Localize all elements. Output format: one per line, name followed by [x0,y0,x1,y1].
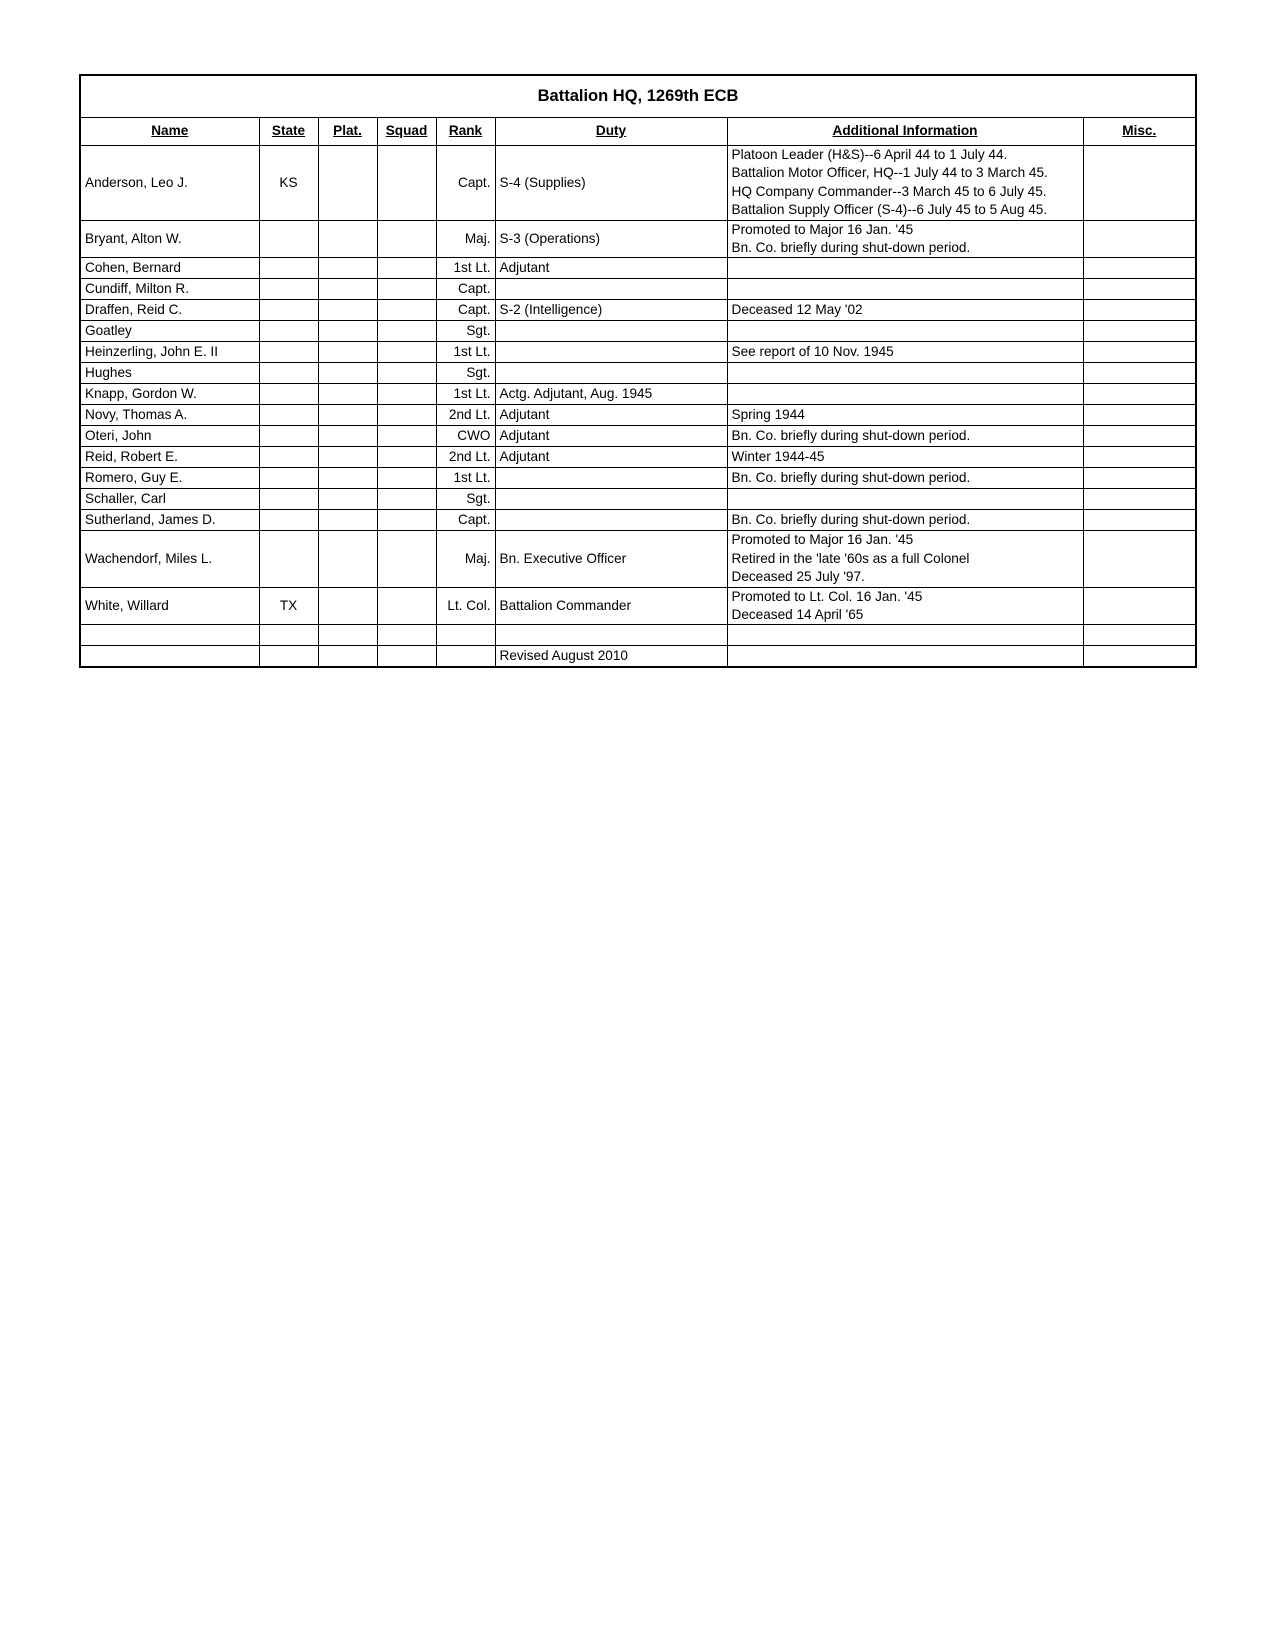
cell-rank: Sgt. [436,321,495,342]
cell-duty: Revised August 2010 [495,646,727,668]
cell-name: Goatley [80,321,259,342]
cell-misc [1083,279,1196,300]
col-header-duty: Duty [495,118,727,146]
cell-state [259,321,318,342]
info-line: Promoted to Major 16 Jan. '45 [731,532,914,548]
info-line: Bn. Co. briefly during shut-down period. [731,428,971,444]
col-header-additional-info: Additional Information [727,118,1083,146]
cell-state [259,468,318,489]
cell-additional-info [727,279,1083,300]
cell-plat [318,146,377,221]
cell-duty [495,510,727,531]
cell-squad [377,587,436,625]
cell-name: Sutherland, James D. [80,510,259,531]
cell-duty: Adjutant [495,426,727,447]
cell-state: KS [259,146,318,221]
cell-plat [318,646,377,668]
cell-plat [318,405,377,426]
table-row [80,405,1196,426]
info-line: Bn. Co. briefly during shut-down period. [731,470,971,486]
cell-plat [318,258,377,279]
info-line: Battalion Motor Officer, HQ--1 July 44 to 3 March 45. [731,165,1048,181]
table-row [80,426,1196,447]
cell-name: Bryant, Alton W. [80,220,259,258]
cell-duty: Battalion Commander [495,587,727,625]
cell-duty [495,342,727,363]
cell-additional-info [727,587,1083,625]
col-header-misc: Misc. [1083,118,1196,146]
cell-misc [1083,405,1196,426]
cell-squad [377,279,436,300]
cell-misc [1083,220,1196,258]
cell-additional-info [727,258,1083,279]
col-header-rank: Rank [436,118,495,146]
cell-rank: CWO [436,426,495,447]
cell-name: Hughes [80,363,259,384]
cell-misc [1083,342,1196,363]
cell-name: White, Willard [80,587,259,625]
cell-name: Cohen, Bernard [80,258,259,279]
cell-rank: 1st Lt. [436,342,495,363]
cell-duty: S-3 (Operations) [495,220,727,258]
cell-misc [1083,625,1196,646]
cell-state [259,489,318,510]
table-title: Battalion HQ, 1269th ECB [80,75,1196,118]
cell-rank [436,646,495,668]
cell-misc [1083,146,1196,221]
cell-duty: S-4 (Supplies) [495,146,727,221]
cell-misc [1083,646,1196,668]
cell-state [259,258,318,279]
cell-misc [1083,531,1196,587]
cell-state [259,363,318,384]
cell-state [259,384,318,405]
cell-plat [318,447,377,468]
info-line: Deceased 25 July '97. [731,569,865,585]
cell-duty: S-2 (Intelligence) [495,300,727,321]
cell-plat [318,489,377,510]
cell-duty: Bn. Executive Officer [495,531,727,587]
cell-additional-info [727,321,1083,342]
cell-squad [377,510,436,531]
cell-additional-info [727,646,1083,668]
info-line: Bn. Co. briefly during shut-down period. [731,240,971,256]
info-line: Promoted to Major 16 Jan. '45 [731,221,914,237]
cell-duty: Adjutant [495,258,727,279]
table-row [80,489,1196,510]
info-line: See report of 10 Nov. 1945 [731,344,894,360]
cell-misc [1083,258,1196,279]
cell-name [80,646,259,668]
cell-name: Schaller, Carl [80,489,259,510]
cell-state [259,625,318,646]
cell-name: Heinzerling, John E. II [80,342,259,363]
cell-additional-info [727,531,1083,587]
info-line: Promoted to Lt. Col. 16 Jan. '45 [731,588,923,604]
cell-state [259,300,318,321]
cell-squad [377,384,436,405]
info-line: Battalion Supply Officer (S-4)--6 July 45 to 5 Aug 45. [731,202,1048,218]
cell-additional-info [727,468,1083,489]
cell-duty: Actg. Adjutant, Aug. 1945 [495,384,727,405]
cell-squad [377,321,436,342]
cell-rank: Capt. [436,146,495,221]
cell-squad [377,300,436,321]
cell-squad [377,531,436,587]
cell-additional-info [727,510,1083,531]
cell-squad [377,447,436,468]
table-row [80,146,1196,221]
cell-plat [318,342,377,363]
cell-plat [318,510,377,531]
cell-additional-info [727,300,1083,321]
table-row [80,321,1196,342]
cell-state [259,510,318,531]
cell-additional-info [727,384,1083,405]
cell-duty: Adjutant [495,405,727,426]
cell-duty [495,468,727,489]
cell-state [259,279,318,300]
table-row [80,300,1196,321]
cell-misc [1083,587,1196,625]
table-row [80,279,1196,300]
cell-rank: Capt. [436,510,495,531]
cell-duty [495,321,727,342]
cell-rank: Capt. [436,279,495,300]
cell-rank: Maj. [436,220,495,258]
cell-misc [1083,489,1196,510]
cell-additional-info [727,405,1083,426]
cell-name: Anderson, Leo J. [80,146,259,221]
cell-additional-info [727,363,1083,384]
info-line: Bn. Co. briefly during shut-down period. [731,512,971,528]
info-line: Retired in the 'late '60s as a full Colonel [731,550,970,566]
cell-plat [318,587,377,625]
cell-squad [377,146,436,221]
cell-name: Cundiff, Milton R. [80,279,259,300]
table-row [80,510,1196,531]
cell-rank: Maj. [436,531,495,587]
cell-plat [318,531,377,587]
cell-plat [318,220,377,258]
table-row [80,468,1196,489]
cell-squad [377,220,436,258]
info-line: Winter 1944-45 [731,449,825,465]
cell-name: Oteri, John [80,426,259,447]
cell-duty [495,625,727,646]
table-row [80,447,1196,468]
cell-misc [1083,300,1196,321]
table-row [80,587,1196,625]
cell-rank: 2nd Lt. [436,447,495,468]
cell-additional-info [727,447,1083,468]
cell-plat [318,279,377,300]
cell-additional-info [727,342,1083,363]
cell-rank: Capt. [436,300,495,321]
cell-name [80,625,259,646]
cell-state: TX [259,587,318,625]
col-header-state: State [259,118,318,146]
cell-name: Knapp, Gordon W. [80,384,259,405]
cell-state [259,220,318,258]
cell-plat [318,363,377,384]
info-line: Platoon Leader (H&S)--6 April 44 to 1 July 44. [731,147,1008,162]
cell-squad [377,258,436,279]
cell-name: Romero, Guy E. [80,468,259,489]
roster-body [80,146,1196,668]
cell-rank: Lt. Col. [436,587,495,625]
cell-additional-info [727,625,1083,646]
cell-misc [1083,321,1196,342]
cell-squad [377,405,436,426]
cell-plat [318,426,377,447]
cell-plat [318,300,377,321]
cell-misc [1083,447,1196,468]
cell-misc [1083,384,1196,405]
cell-state [259,342,318,363]
cell-duty [495,363,727,384]
col-header-squad: Squad [377,118,436,146]
cell-squad [377,489,436,510]
cell-rank [436,625,495,646]
cell-plat [318,321,377,342]
cell-name: Novy, Thomas A. [80,405,259,426]
info-line: Deceased 14 April '65 [731,607,864,623]
cell-squad [377,646,436,668]
cell-duty [495,279,727,300]
cell-name: Wachendorf, Miles L. [80,531,259,587]
cell-duty: Adjutant [495,447,727,468]
cell-state [259,447,318,468]
table-row [80,258,1196,279]
col-header-name: Name [80,118,259,146]
cell-additional-info [727,426,1083,447]
col-header-plat: Plat. [318,118,377,146]
cell-additional-info [727,146,1083,221]
cell-rank: 1st Lt. [436,468,495,489]
cell-state [259,646,318,668]
cell-additional-info [727,220,1083,258]
cell-name: Reid, Robert E. [80,447,259,468]
cell-misc [1083,363,1196,384]
table-row [80,363,1196,384]
cell-squad [377,342,436,363]
cell-squad [377,468,436,489]
cell-duty [495,489,727,510]
info-line: HQ Company Commander--3 March 45 to 6 July 45. [731,183,1047,199]
cell-state [259,531,318,587]
cell-squad [377,426,436,447]
cell-rank: 2nd Lt. [436,405,495,426]
info-line: Spring 1944 [731,407,805,423]
table-row [80,384,1196,405]
table-row [80,646,1196,668]
cell-plat [318,468,377,489]
cell-rank: 1st Lt. [436,258,495,279]
cell-state [259,405,318,426]
cell-plat [318,384,377,405]
cell-name: Draffen, Reid C. [80,300,259,321]
cell-misc [1083,426,1196,447]
info-line: Deceased 12 May '02 [731,302,863,318]
cell-rank: Sgt. [436,363,495,384]
roster-table [79,74,1197,668]
cell-rank: Sgt. [436,489,495,510]
cell-plat [318,625,377,646]
cell-squad [377,363,436,384]
table-row [80,342,1196,363]
cell-rank: 1st Lt. [436,384,495,405]
table-row [80,531,1196,587]
cell-squad [377,625,436,646]
table-row [80,625,1196,646]
cell-misc [1083,468,1196,489]
cell-misc [1083,510,1196,531]
cell-additional-info [727,489,1083,510]
cell-state [259,426,318,447]
table-row [80,220,1196,258]
